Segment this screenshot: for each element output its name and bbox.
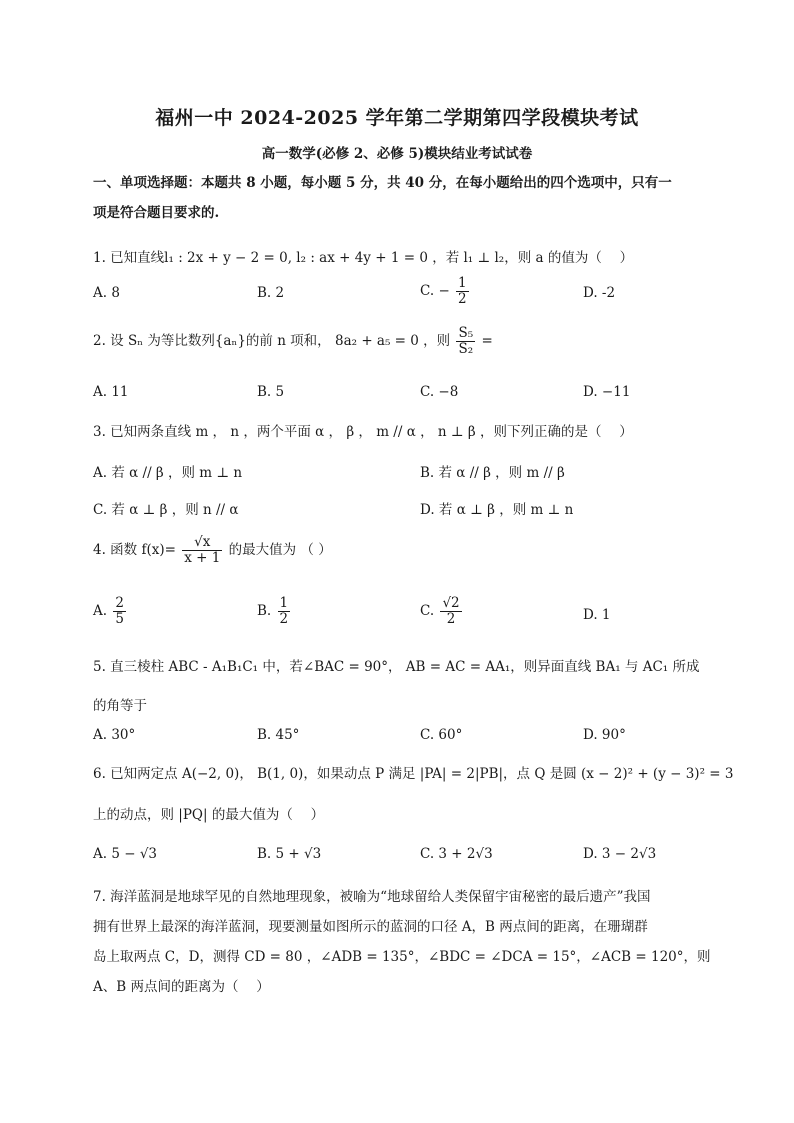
question-6-option-b: B. 5 + √3 [257, 846, 322, 862]
fraction [182, 535, 222, 566]
question-4-option-a: A. $\frac{2}{5}$ [93, 595, 124, 627]
question-6-line2: 上的动点，则 |PQ| 的最大值为（ ） [93, 807, 325, 823]
fraction [456, 276, 469, 307]
exam-title: 福州一中 2024-2025 学年第二学期第四学段模块考试 [155, 107, 639, 129]
fraction: $\frac{2}{5}$ [115, 595, 124, 627]
question-5-option-b: B. 45° [257, 727, 300, 743]
question-3-option-d: D. 若 α ⊥ β ，则 m ⊥ n [420, 502, 574, 518]
question-1-stem: 1. 已知直线l₁ : 2x + y − 2 = 0, l₂ : ax + 4y + 1 = 0 ，若 l₁ ⊥ l₂，则 a 的值为（ ） [93, 250, 634, 266]
question-3-stem: 3. 已知两条直线 m ， n ，两个平面 α ， β ， m // α ， n ⊥ β ，则下列正确的是（ ） [93, 424, 633, 440]
question-2-stem [93, 326, 713, 357]
question-6-option-a: A. 5 − √3 [93, 846, 158, 862]
question-5-option-a: A. 30° [93, 727, 136, 743]
question-7-line1: 7. 海洋蓝洞是地球罕见的自然地理现象，被喻为“地球留给人类保留宇宙秘密的最后遗产”我国 [93, 889, 651, 905]
question-7-line4: A、B 两点间的距离为（ ） [93, 979, 270, 995]
question-4-stem [93, 535, 713, 566]
question-1-option-a: A. 8 [93, 285, 120, 301]
question-1-option-c: C. − $\frac{1}{2}$ [420, 275, 467, 307]
question-7-line2: 拥有世界上最深的海洋蓝洞，现要测量如图所示的蓝洞的口径 A，B 两点间的距离，在珊瑚群 [93, 919, 648, 935]
question-4-text-pre: 4. 函数 f(x)= [93, 542, 176, 558]
question-6-line1: 6. 已知两定点 A(−2, 0)， B(1, 0)，如果动点 P 满足 |PA| = 2|PB|，点 Q 是圆 (x − 2)² + (y − 3)² = 3 [93, 766, 734, 782]
question-3-option-c: C. 若 α ⊥ β ，则 n // α [93, 502, 239, 518]
fraction [456, 326, 475, 357]
question-5-line1: 5. 直三棱柱 ABC - A₁B₁C₁ 中，若∠BAC = 90°， AB = AC = AA₁，则异面直线 BA₁ 与 AC₁ 所成 [93, 659, 700, 675]
option-c-label: C. [420, 283, 435, 299]
question-4-option-d: D. 1 [583, 607, 611, 623]
question-1-option-b: B. 2 [257, 285, 285, 301]
section-heading-line2: 项是符合题目要求的. [93, 205, 220, 221]
question-5-option-c: C. 60° [420, 727, 463, 743]
fraction-numerator: √x [182, 535, 222, 551]
equals-sign: = [481, 333, 493, 349]
question-4-option-b: B. $\frac{1}{2}$ [257, 595, 289, 627]
fraction: $\frac{1}{2}$ [279, 595, 289, 627]
question-2-option-c: C. −8 [420, 384, 459, 400]
exam-subtitle: 高一数学(必修 2、必修 5)模块结业考试试卷 [261, 146, 533, 162]
fraction-denominator: x + 1 [184, 550, 221, 566]
question-3-option-b: B. 若 α // β ，则 m // β [420, 465, 565, 481]
fraction: $\frac{√2}{2}$ [442, 595, 460, 627]
question-6-option-c: C. 3 + 2√3 [420, 846, 493, 862]
question-4-text-post: 的最大值为 （ ） [228, 542, 332, 558]
section-heading-line1: 一、单项选择题：本题共 8 小题，每小题 5 分，共 40 分，在每小题给出的四个选项中，只有一 [93, 175, 672, 191]
fraction-numerator: 1 [458, 275, 467, 291]
question-1-option-d: D. -2 [583, 285, 616, 301]
fraction-denominator: 2 [458, 291, 467, 307]
question-2-option-b: B. 5 [257, 384, 285, 400]
question-5-line2: 的角等于 [93, 698, 147, 714]
question-5-option-d: D. 90° [583, 727, 626, 743]
question-4-option-c: C. $\frac{√2}{2}$ [420, 595, 460, 627]
question-2-text: 2. 设 Sₙ 为等比数列{aₙ}的前 n 项和， 8a₂ + a₅ = 0 ，则 [93, 333, 451, 349]
fraction-numerator: S₅ [458, 325, 474, 341]
question-3-option-a: A. 若 α // β ，则 m ⊥ n [93, 465, 243, 481]
question-6-option-d: D. 3 − 2√3 [583, 846, 657, 862]
question-7-line3: 岛上取两点 C，D，测得 CD = 80 ，∠ADB = 135°，∠BDC = ∠DCA = 15°，∠ACB = 120°，则 [93, 949, 711, 965]
question-2-option-a: A. 11 [93, 384, 129, 400]
fraction-denominator: S₂ [458, 341, 474, 357]
question-2-option-d: D. −11 [583, 384, 631, 400]
